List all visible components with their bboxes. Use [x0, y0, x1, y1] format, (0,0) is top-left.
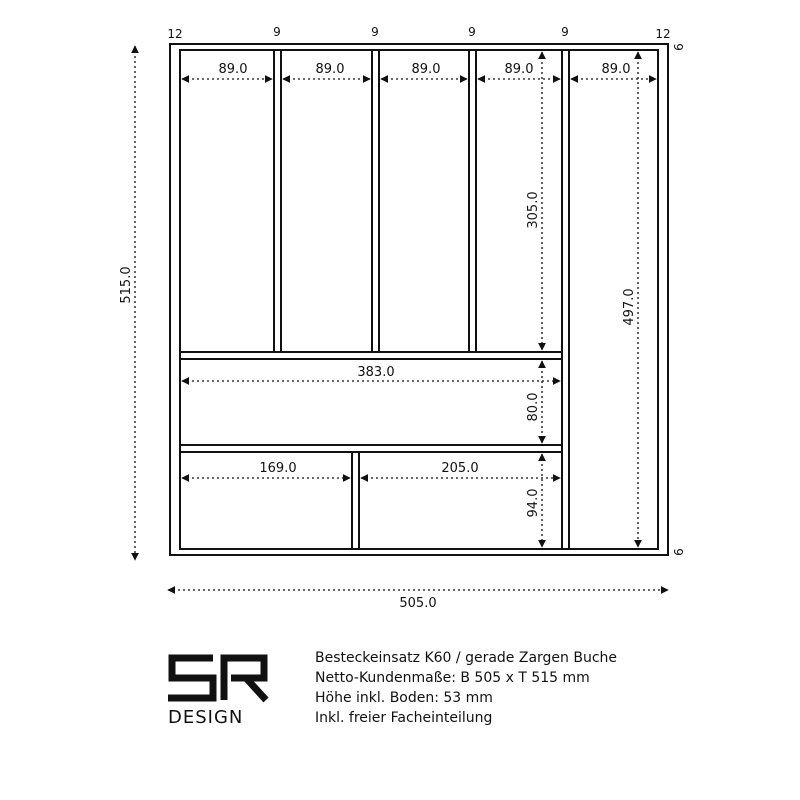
- thickness-labels: [167, 25, 685, 556]
- middle-width-label: 383.0: [357, 365, 395, 380]
- thickness-div4: 9: [561, 25, 569, 39]
- thickness-div1: 9: [273, 25, 281, 39]
- divider-v2: [372, 50, 379, 352]
- thickness-div3: 9: [468, 25, 476, 39]
- compartment-width-3: 89.0: [411, 62, 441, 77]
- divider-v3: [469, 50, 476, 352]
- inner-frame: [180, 50, 658, 549]
- thickness-front: 9: [671, 548, 685, 556]
- compartment-width-5: 89.0: [601, 62, 631, 77]
- thickness-right: 12: [655, 27, 671, 41]
- overall-depth-label: 515.0: [119, 266, 134, 304]
- thickness-back: 9: [671, 43, 685, 51]
- divider-v1: [274, 50, 281, 352]
- outer-frame: [170, 44, 668, 555]
- compartment-width-4: 89.0: [504, 62, 534, 77]
- thickness-div2: 9: [371, 25, 379, 39]
- divider-h1: [180, 352, 562, 359]
- info-line-layout: Inkl. freier Facheinteilung: [315, 710, 493, 726]
- product-info: [315, 648, 617, 728]
- overall-dimensions: [135, 46, 668, 590]
- top-depth-label: 305.0: [526, 191, 541, 229]
- bottom-left-width-label: 169.0: [259, 461, 297, 476]
- compartment-width-2: 89.0: [315, 62, 345, 77]
- bottom-depth-label: 94.0: [526, 488, 541, 518]
- info-line-height: Höhe inkl. Boden: 53 mm: [315, 690, 493, 706]
- logo-r-shape: [224, 658, 266, 700]
- divider-v4-right: [562, 50, 569, 549]
- middle-depth-label: 80.0: [526, 392, 541, 422]
- width-lines: [182, 381, 560, 478]
- tray-outline: [170, 44, 668, 555]
- overall-width-label: 505.0: [399, 596, 437, 611]
- logo-s-shape: [168, 658, 213, 698]
- bottom-right-width-label: 205.0: [441, 461, 479, 476]
- sr-design-logo: [168, 658, 266, 700]
- divider-v5-bottom: [352, 452, 359, 549]
- compartment-width-1: 89.0: [218, 62, 248, 77]
- info-line-dimensions: Netto-Kundenmaße: B 505 x T 515 mm: [315, 670, 590, 686]
- thickness-left: 12: [167, 27, 183, 41]
- logo-wordmark: DESIGN: [168, 707, 244, 728]
- right-depth-label: 497.0: [622, 288, 637, 326]
- dividers: [180, 50, 569, 549]
- divider-h2: [180, 445, 562, 452]
- info-line-product: Besteckeinsatz K60 / gerade Zargen Buche: [315, 650, 618, 666]
